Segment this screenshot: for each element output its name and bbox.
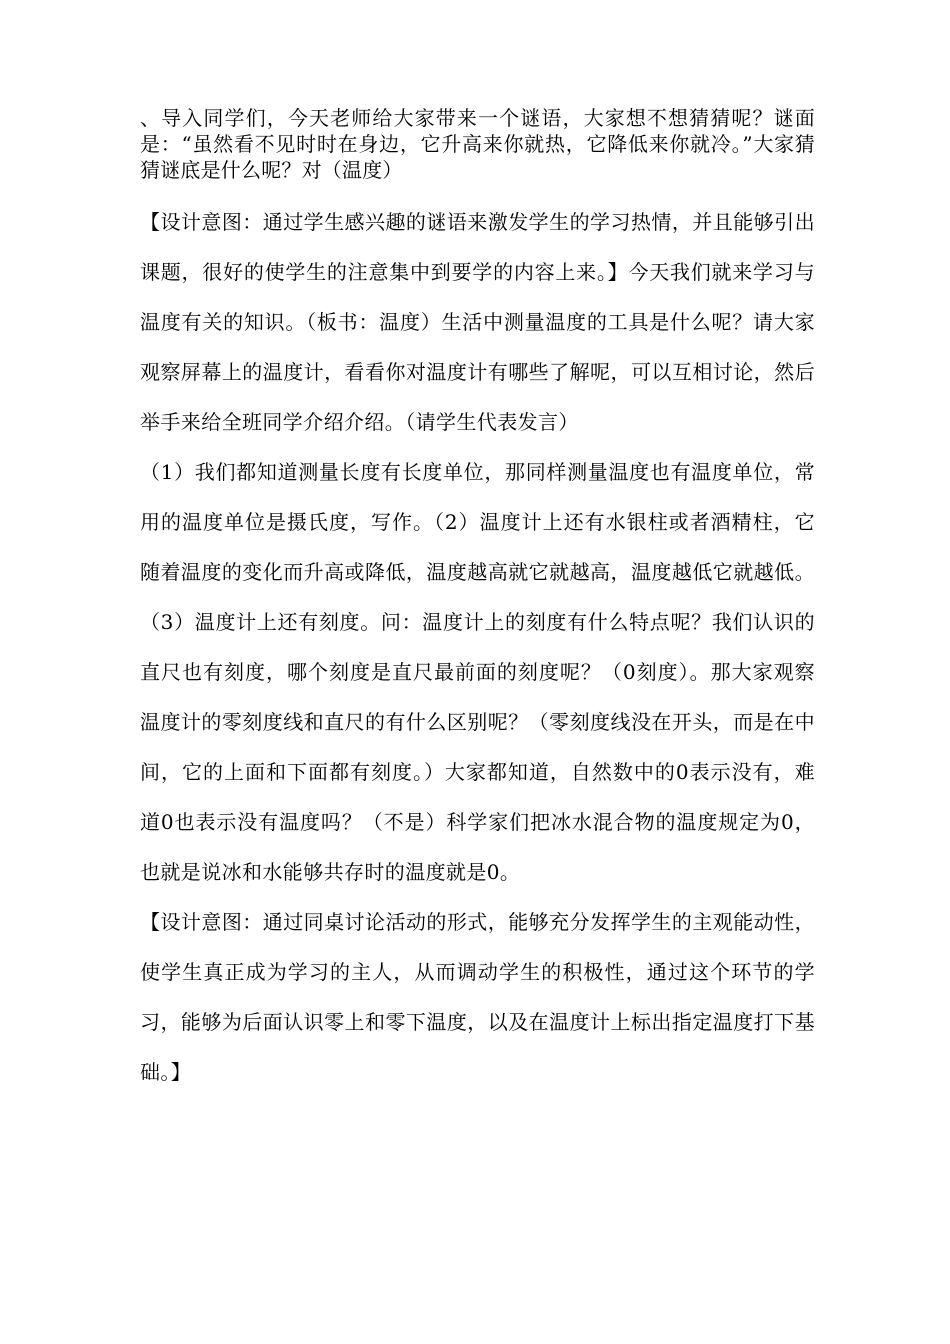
design-intent-paragraph-1: 【设计意图：通过学生感兴趣的谜语来激发学生的学习热情，并且能够引出课题，很好的使学生的注意集中到要学的内容上来。】今天我们就来学习与温度有关的知识。（板书：温度）生活中测量温度的工具是什么呢？请大家观察屏幕上的温度计，看看你对温度计有哪些了解呢，可以互相讨论，然后举手来给全班同学介绍介绍。（请学生代表发言） — [140, 210, 815, 434]
intro-paragraph: 、导入同学们，今天老师给大家带来一个谜语，大家想不想猜猜呢？谜面是：“虽然看不见时时在身边，它升高来你就热，它降低来你就冷。”大家猜猜谜底是什么呢？对（温度） — [140, 106, 815, 182]
document-body — [140, 105, 815, 1097]
thermometer-explanation-paragraph: （1）我们都知道测量长度有长度单位，那同样测量温度也有温度单位，常用的温度单位是摄氏度，写作。（2）温度计上还有水银柱或者酒精柱，它随着温度的变化而升高或降低，温度越高就它就越高，温度越低它就越低。（3）温度计上还有刻度。问：温度计上的刻度有什么特点呢？我们认识的直尺也有刻度，哪个刻度是直尺最前面的刻度呢？（0刻度）。那大家观察温度计的零刻度线和直尺的有什么区别呢？（零刻度线没在开头，而是在中间，它的上面和下面都有刻度。）大家都知道，自然数中的0表示没有，难道0也表示没有温度吗？（不是）科学家们把冰水混合物的温度规定为0，也就是说冰和水能够共存时的温度就是0。 — [140, 460, 815, 884]
design-intent-paragraph-2: 【设计意图：通过同桌讨论活动的形式，能够充分发挥学生的主观能动性，使学生真正成为学习的主人，从而调动学生的积极性，通过这个环节的学习，能够为后面认识零上和零下温度，以及在温度计上标出指定温度打下基础。】 — [140, 910, 815, 1084]
